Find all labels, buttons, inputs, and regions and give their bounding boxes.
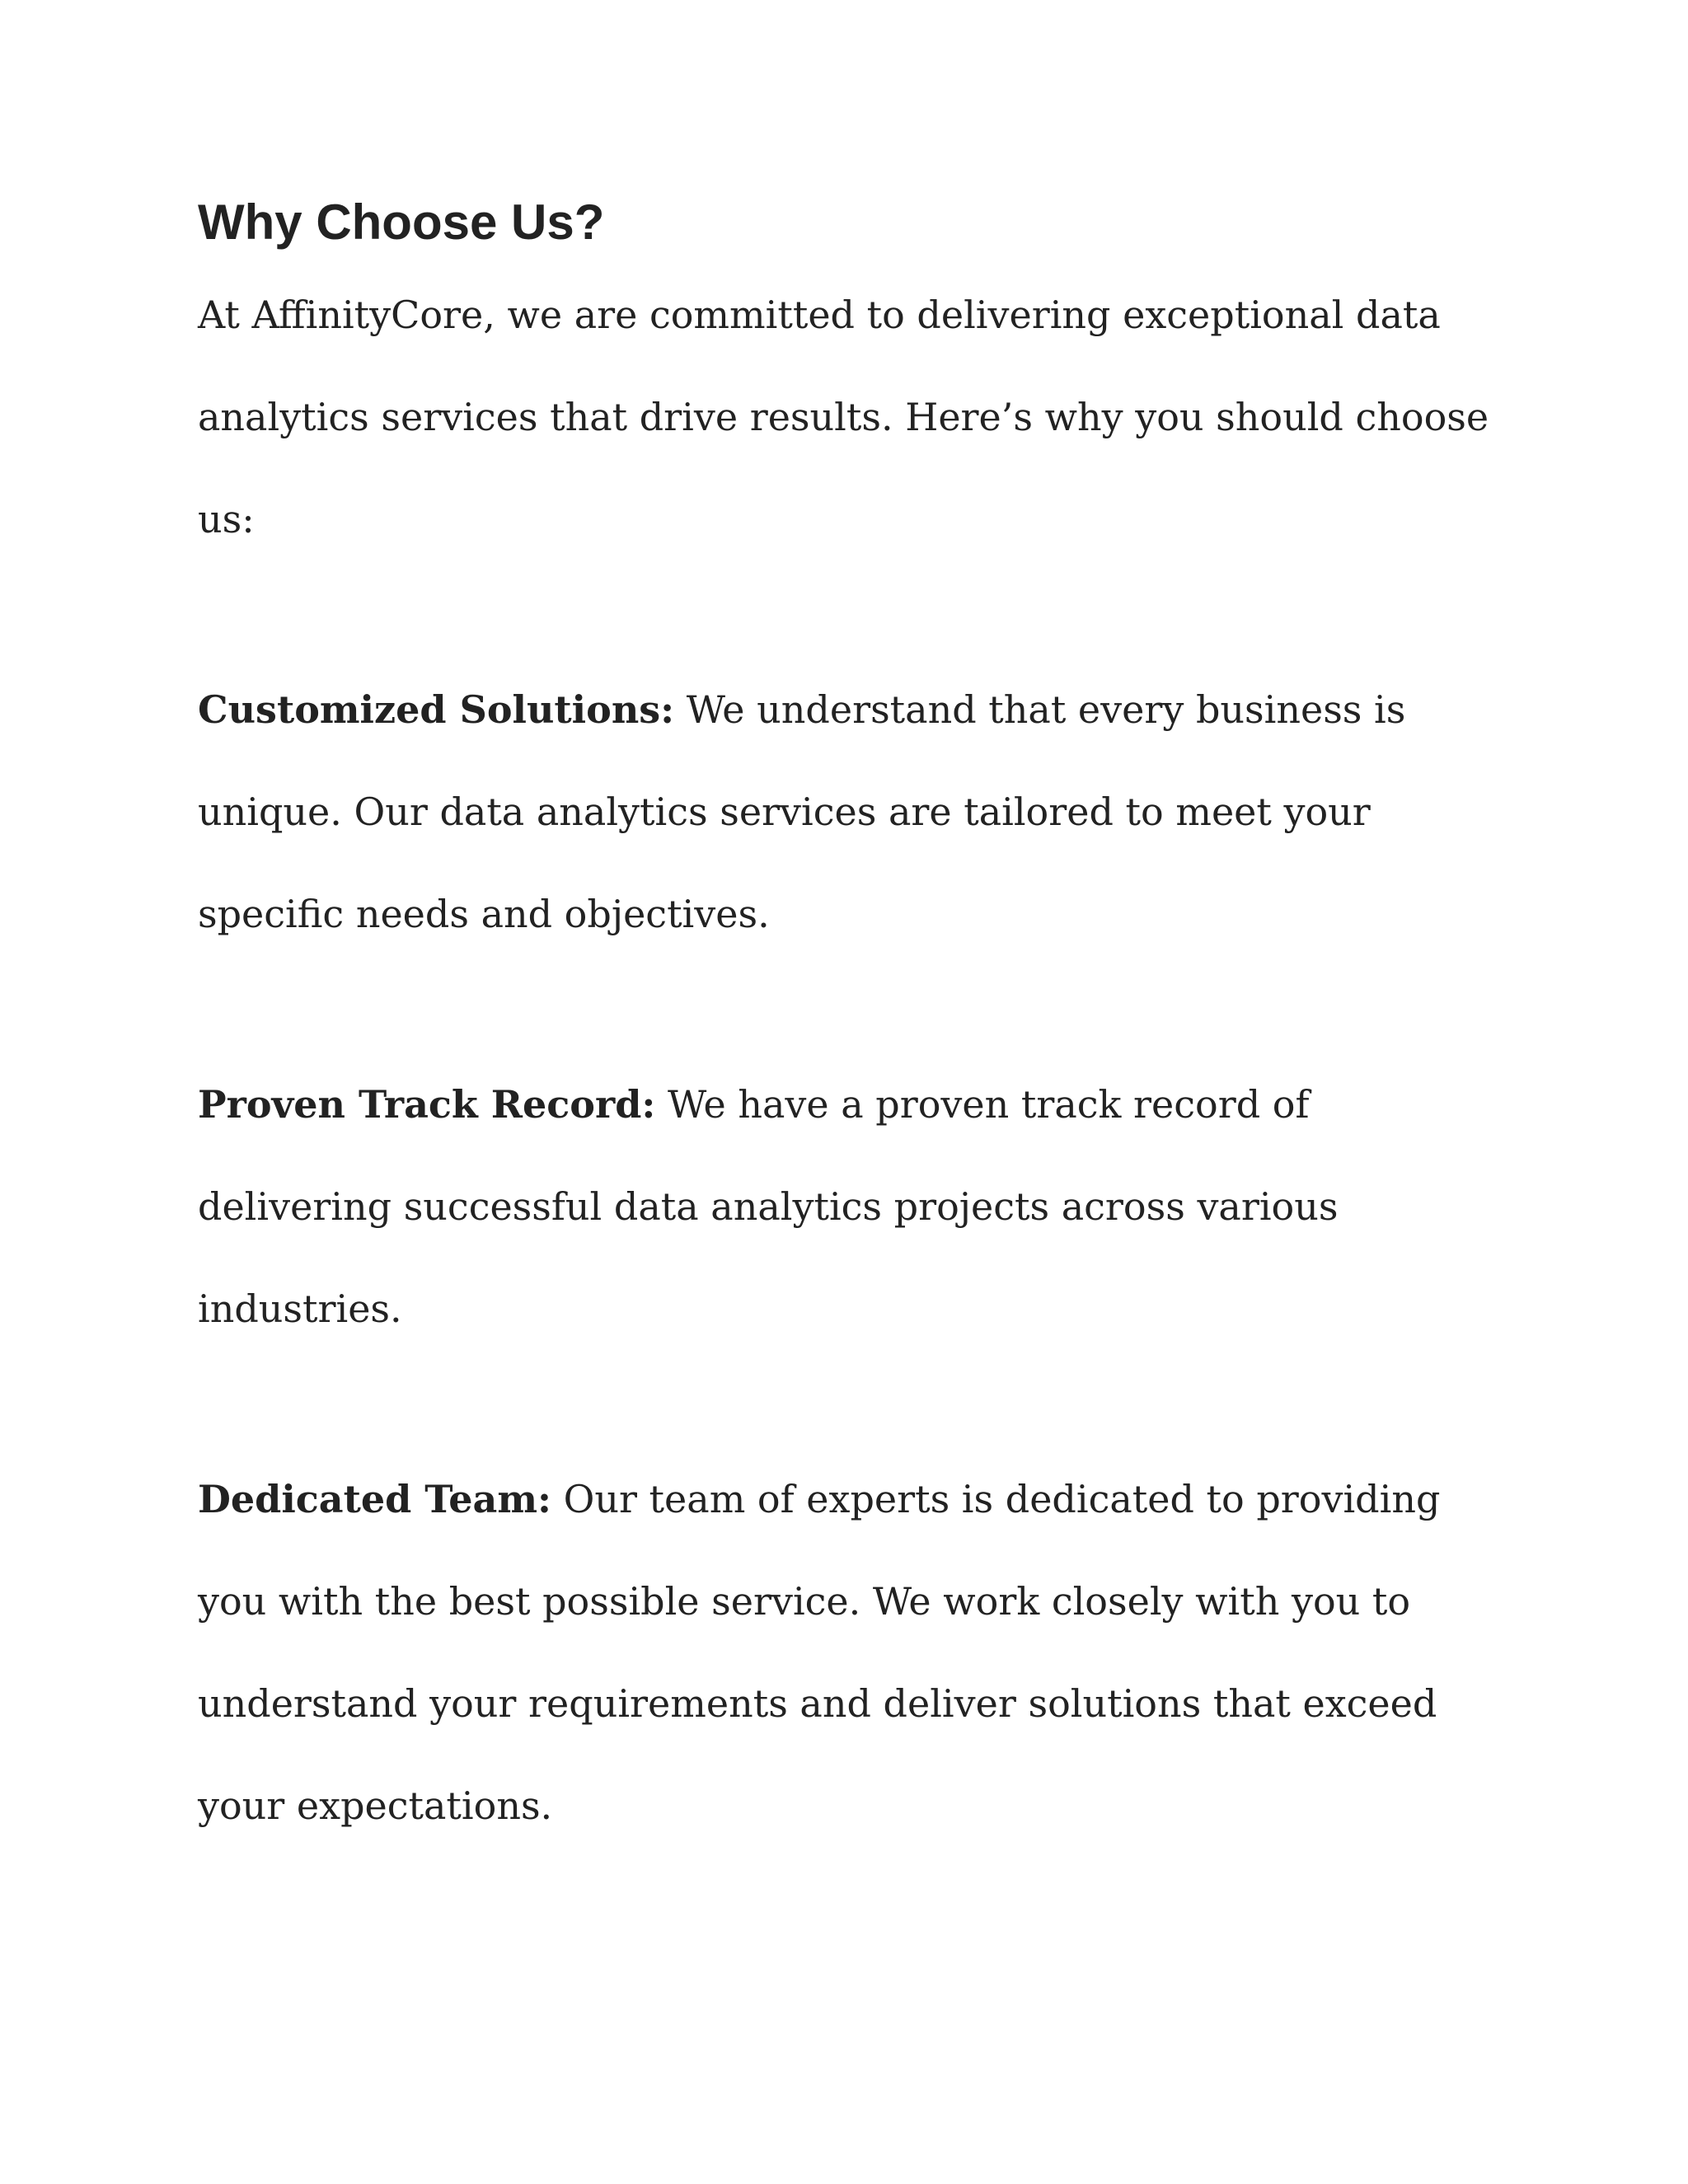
- page-title: Why Choose Us?: [198, 194, 605, 250]
- section-spacer: [198, 570, 1500, 658]
- point-term: Dedicated Team:: [198, 1477, 551, 1521]
- document-page: [198, 190, 1500, 1857]
- section-spacer: [198, 1360, 1500, 1448]
- point-text: We understand that every business is unique. Our data analytics services are tailored to meet your specific needs and objectives.: [198, 687, 1406, 936]
- point-term: Proven Track Record:: [198, 1082, 656, 1127]
- section-spacer: [198, 965, 1500, 1053]
- point-term: Customized Solutions:: [198, 687, 675, 732]
- point-dedicated-team: [198, 1448, 1500, 1857]
- intro-paragraph: At AffinityCore, we are committed to delivering exceptional data analytics services that drive results. Here’s why you should choose us:: [198, 293, 1489, 541]
- point-text: Our team of experts is dedicated to providing you with the best possible service. We work closely with you to understand your requirements and deliver solutions that exceed your expectations.: [198, 1477, 1441, 1828]
- point-text: We have a proven track record of delivering successful data analytics projects across various industries.: [198, 1082, 1339, 1331]
- point-proven-track-record: [198, 1053, 1500, 1360]
- point-customized-solutions: [198, 658, 1500, 965]
